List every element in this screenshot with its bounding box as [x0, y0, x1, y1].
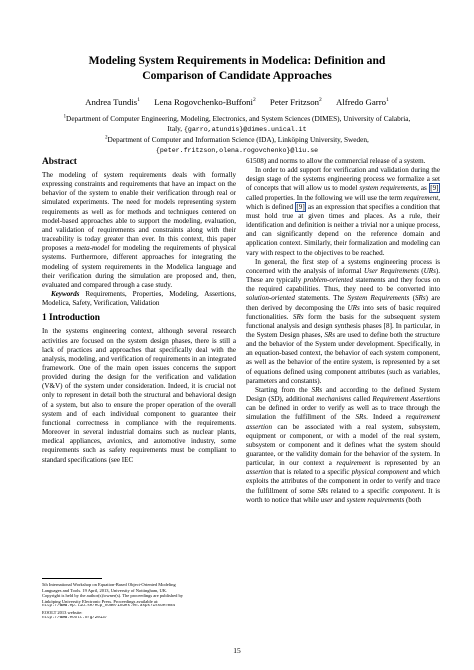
right-paragraph-3: Starting from the SRs and according to the defined System Design (SD), additional mechanisms called Requirement Assertions can be defined in order to verify as well as to trace through the simulation the fulfillment of the SRs. Indeed a requirement assertion can be associated with a real system, subsystem, equipment or component, or with a model of the real system, subsystem or component and it defines what the system should guarantee, or the validity domain for the behavior of the system. In particular, in our context a requirement is represented by an assertion that is related to a specific physical component and which exploits the attributes of the component in order to verify and trace the fulfillment of some SRs related to a specific component. It is worth to notice that while user and system requirements (both [246, 385, 441, 504]
right-paragraph-0: 61508) and norms to allow the commercial release of a system. [246, 157, 426, 165]
proceedings-link[interactable]: http://www.ep.liu.se/ecp_home/index.en.aspx?issue=084 [42, 604, 176, 609]
author-2: Lena Rogovchenko-Buffoni$^2$ [154, 97, 256, 107]
section-1-heading: 1 Introduction [42, 313, 100, 324]
citation-link[interactable]: [9] [296, 202, 305, 211]
keywords: Keywords Requirements, Properties, Modeling, Assertions, Modelica, Safety, Verification, Validation [42, 290, 236, 308]
left-column [42, 157, 236, 465]
author-3: Peter Fritzson$^2$ [269, 97, 322, 107]
paper-title [40, 54, 434, 83]
page-number: 15 [233, 646, 241, 655]
affiliation-1: $^1$Department of Computer Engineering, Modeling, Electronics, and System Sciences (DIMES), University of Calabria, Italy, {garro,atundis}@dimes.unical.it [63, 114, 411, 133]
affiliation-1-email: {garro,atundis}@dimes.unical.it [183, 125, 307, 133]
author-list [30, 97, 444, 108]
footnote-divider [42, 578, 102, 579]
abstract-text: The modeling of system requirements deals with formally expressing constraints and requirements that have an impact on the behavior of the system to enable their verification through real or simulated experiments. The need for models representing system requirements as well as for methods and techniques centered on model-based approaches able to support the modeling, evaluation, and validation of requirements and constraints along with their traceability is today greater than ever. In this context, this paper proposes a meta-model for modeling the requirements of physical systems. Furthermore, different approaches for integrating the modeling of system requirements in the Modelica language and their verification during the simulation are proposed and, then, evaluated and compared through a case study. [42, 171, 236, 289]
author-1: Andrea Tundis$^1$ [85, 97, 140, 107]
title-line-2: Comparison of Candidate Approaches [142, 68, 332, 82]
citation-link[interactable]: [9] [430, 184, 439, 193]
affiliation-2: $^2$Department of Computer and Information Science (IDA), Linköping University, Sweden, {peter.fritzson,olena.rogovchenko}@liu.se [105, 135, 369, 154]
author-4: Alfredo Garro$^1$ [335, 97, 389, 107]
right-paragraph-2: In general, the first step of a systems engineering process is concerned with the analysis of informal User Requirements (URs). These are typically problem-oriented statements and they focus on the required capabilities. Thus, they need to be converted into solution-oriented statements. The System Requirements (SRs) are then derived by decomposing the URs into sets of basic required functionalities. SRs form the basis for the subsequent system functional analysis and design synthesis phases [8]. In particular, in the System Design phases, SRs are used to define both the structure and the behavior of the System under development. Specifically, in an equation-based context, the behavior of each system component, as well as the behavior of the entire system, is represented by a set of equations defined using component attributes (such as variables, parameters and constants). [246, 257, 441, 385]
affiliation-2-email: {peter.fritzson,olena.rogovchenko}@liu.se [155, 146, 319, 154]
footnote: 5th International Workshop on Equation-Based Object-Oriented Modeling Languages and Tools. 19 April, 2013, University of Nottingham, UK. Copyright is held by the author(s)/owner(s). The proceedings are published by Linköping University Electronic Press. Proceedings available at: http://www.ep.liu.se/ecp_home/index.en.aspx?issue=084 EOOLT 2013 website: http://www.eoolt.org/2013/ [42, 582, 238, 621]
title-line-1: Modeling System Requirements in Modelica: Definition and [88, 54, 386, 67]
workshop-website-link[interactable]: http://www.eoolt.org/2013/ [42, 615, 108, 620]
abstract-heading: Abstract [42, 157, 77, 167]
right-column [246, 157, 440, 505]
intro-paragraph-1: In the systems engineering context, although several research activities are focused on the system design phases, there is still a lack of practices and approaches that specifically deal with the analysis, modeling, and verification of requirements in an integrated framework. One of the main open issues concerns the support provided during the design for the verification and validation (V&V) of the system under consideration. Indeed, it is crucial not only to represent in detail both the structural and behavioral design of a system, but also to ensure the proper operation of the overall system and of each individual component to guarantee their functional correctness in compliance with the requirements. Moreover in several industrial domains such as nuclear plants, medical appliances, avionics, and automotive industry, some requirements such as safety requirements must be compliant to standard specifications (see IEC [42, 327, 236, 464]
right-paragraph-1: In order to add support for verification and validation during the design stage of the systems engineering process we formalize a set of concepts that will allow us to model system requirements, as [9] called properties. In the following we will use the term requirement, which is defined [9] as an expression that specifies a condition that must hold true at given times and places. As a rule, their identification and definition is neither a trivial nor a unique process, and can significantly depend on the reference domain and application context. Similarly, their formalization and modeling can vary with respect to the objectives to be reached. [246, 166, 440, 257]
